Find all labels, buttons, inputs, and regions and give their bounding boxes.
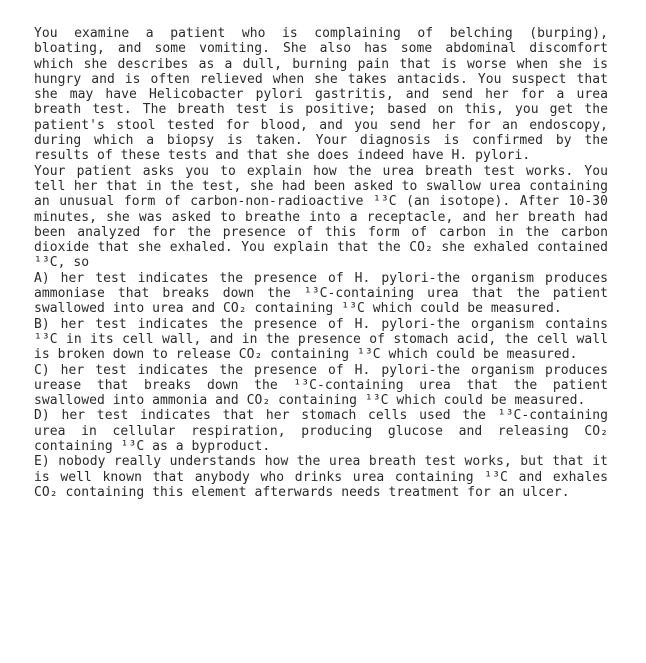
question-stem-paragraph-2: Your patient asks you to explain how the urea breath test works. You tell her that in the test, she had been asked to swallow urea containing an unusual form of carbon-non-radioactive ¹³C (an isotope). After 10-30 minutes, she was asked to breathe into a receptacle, and her breath had been analyzed for the presence of this form of carbon in the carbon dioxide that she exhaled. You explain that the CO₂ she exhaled contained ¹³C, so xyxy=(34,163,608,271)
answer-option-a: A) her test indicates the presence of H. pylori-the organism produces ammoniase that breaks down the ¹³C-containing urea that the patient swallowed into urea and CO₂ containing ¹³C which could be measured. xyxy=(34,270,608,317)
question-document xyxy=(34,26,608,500)
answer-option-b: B) her test indicates the presence of H. pylori-the organism contains ¹³C in its cell wall, and in the presence of stomach acid, the cell wall is broken down to release CO₂ containing ¹³C which could be measured. xyxy=(34,316,608,363)
question-stem-paragraph-1: You examine a patient who is complaining of belching (burping), bloating, and some vomiting. She also has some abdominal discomfort which she describes as a dull, burning pain that is worse when she is hungry and is often relieved when she takes antacids. You suspect that she may have Helicobacter pylori gastritis, and send her for a urea breath test. The breath test is positive; based on this, you get the patient's stool tested for blood, and you send her for an endoscopy, during which a biopsy is taken. Your diagnosis is confirmed by the results of these tests and that she does indeed have H. pylori. xyxy=(34,26,608,164)
answer-option-c: C) her test indicates the presence of H. pylori-the organism produces urease that breaks down the ¹³C-containing urea that the patient swallowed into ammonia and CO₂ containing ¹³C which could be measured. xyxy=(34,362,608,409)
answer-option-d: D) her test indicates that her stomach cells used the ¹³C-containing urea in cellular respiration, producing glucose and releasing CO₂ containing ¹³C as a byproduct. xyxy=(34,408,608,455)
answer-option-e: E) nobody really understands how the urea breath test works, but that it is well known that anybody who drinks urea containing ¹³C and exhales CO₂ containing this element afterwards needs treatment for an ulcer. xyxy=(34,454,608,500)
